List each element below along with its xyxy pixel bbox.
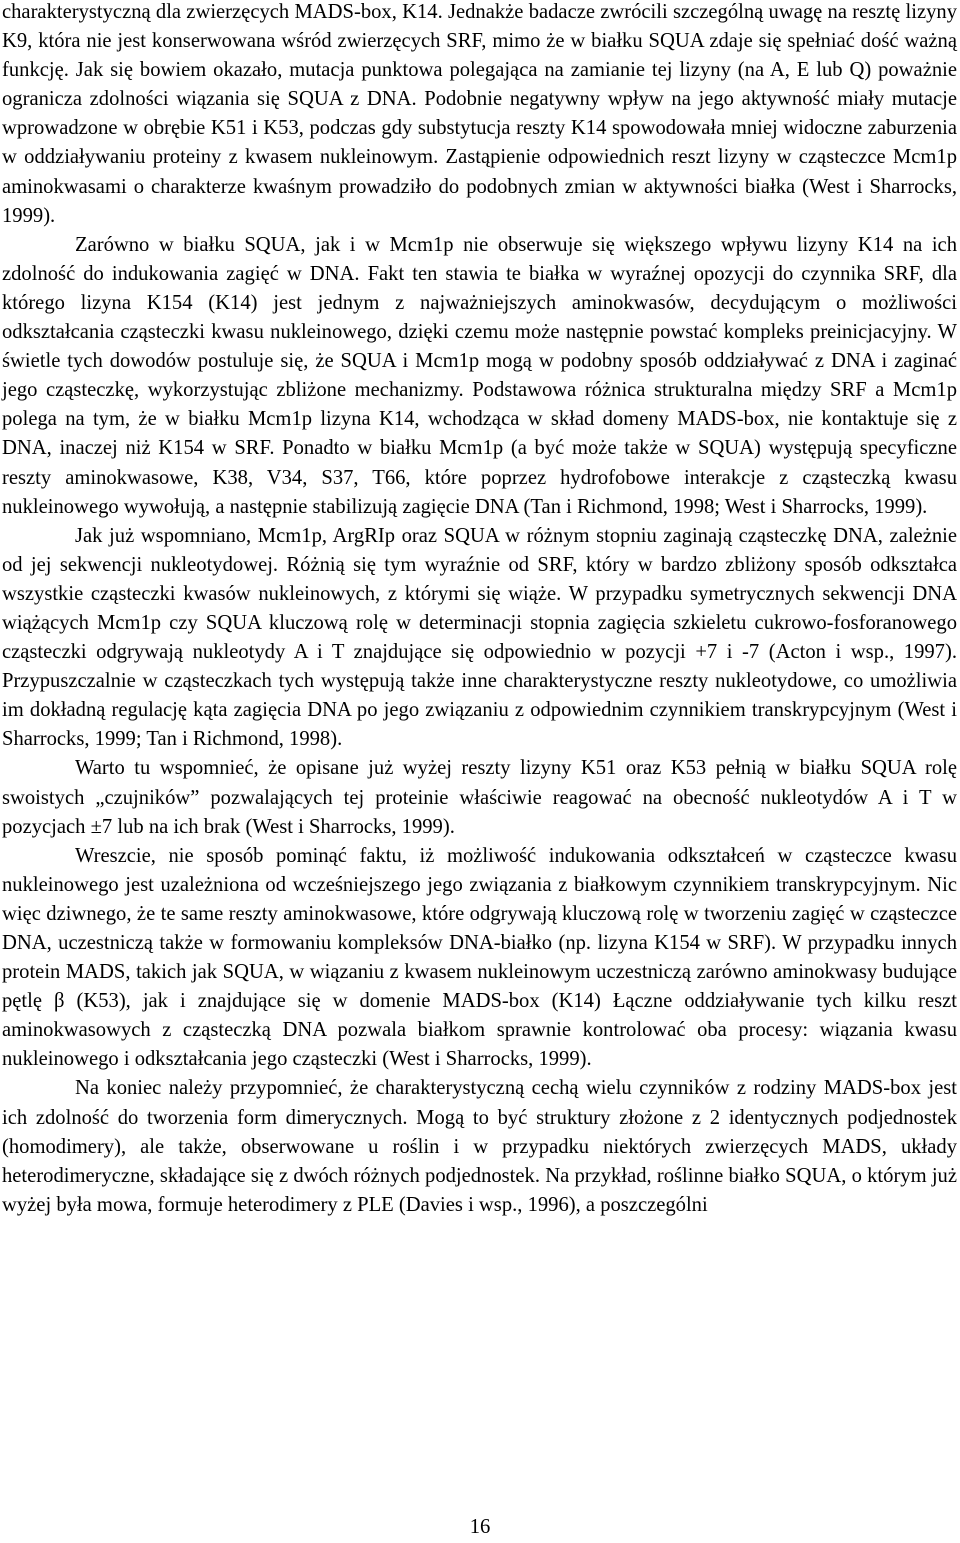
page-number: 16 [469, 1516, 491, 1538]
paragraph: Zarówno w białku SQUA, jak i w Mcm1p nie obserwuje się większego wpływu lizyny K14 na ich zdolność do indukowania zagięć w DNA. Fakt ten stawia te białka w wyraźnej opozycji do czynnika SRF, dla którego lizyna K154 (K14) jest jednym z najważniejszych aminokwasów, decydującym o możliwości odkształcania cząsteczki kwasu nukleinowego, dzięki czemu może następnie powstać kompleks preinicjacyjny. W świetle tych dowodów postuluje się, że SQUA i Mcm1p mogą w podobny sposób oddziaływać z DNA i zaginać jego cząsteczkę, wykorzystując zbliżone mechanizmy. Podstawowa różnica strukturalna między SRF a Mcm1p polega na tym, że w białku Mcm1p lizyna K14, wchodząca w skład domeny MADS-box, nie kontaktuje się z DNA, inaczej niż K154 w SRF. Ponadto w białku Mcm1p (a być może także w SQUA) występują specyficzne reszty aminokwasowe, K38, V34, S37, T66, które poprzez hydrofobowe interakcje z cząsteczką kwasu nukleinowego wywołują, a następnie stabilizują zagięcie DNA (Tan i Richmond, 1998; West i Sharrocks, 1999). [2, 233, 957, 518]
body-text [2, 0, 957, 1220]
paragraph: Na koniec należy przypomnieć, że charakterystyczną cechą wielu czynników z rodziny MADS-box jest ich zdolność do tworzenia form dimerycznych. Mogą to być struktury złożone z 2 identycznych podjednostek (homodimery), ale także, obserwowane u roślin i w przypadku niektórych zwierzęcych MADS, układy heterodimeryczne, składające się z dwóch różnych podjednostek. Na przykład, roślinne białko SQUA, o którym już wyżej była mowa, formuje heterodimery z PLE (Davies i wsp., 1996), a poszczególni [2, 1077, 957, 1216]
paragraph-continuation: charakterystyczną dla zwierzęcych MADS-box, K14. Jednakże badacze zwrócili szczególną uwagę na resztę lizyny K9, która nie jest konserwowana wśród zwierzęcych SRF, mimo że w białku SQUA zdaje się spełniać dość ważną funkcję. Jak się bowiem okazało, mutacja punktowa polegająca na zamianie tej lizyny (na A, E lub Q) poważnie ogranicza zdolności wiązania się SQUA z DNA. Podobnie negatywny wpływ na jego aktywność miały mutacje wprowadzone w obrębie K51 i K53, podczas gdy substytucja reszty K14 spowodowała mniej widoczne zaburzenia w oddziaływaniu proteiny z kwasem nukleinowym. Zastąpienie odpowiednich reszt lizyny w cząsteczce Mcm1p aminokwasami o charakterze kwaśnym prowadziło do podobnych zmian w aktywności białka (West i Sharrocks, 1999). [2, 1, 957, 227]
paragraph: Jak już wspomniano, Mcm1p, ArgRIp oraz SQUA w różnym stopniu zaginają cząsteczkę DNA, zależnie od jej sekwencji nukleotydowej. Różnią się tym wyraźnie od SRF, który w bardzo zbliżony sposób odkształca wszystkie cząsteczki kwasów nukleinowych, z którymi się wiąże. W przypadku symetrycznych sekwencji DNA wiążących Mcm1p czy SQUA kluczową rolę w determinacji stopnia zagięcia szkieletu cukrowo-fosforanowego cząsteczki odgrywają nukleotydy A i T znajdujące się odpowiednio w pozycji +7 i -7 (Acton i wsp., 1997). Przypuszczalnie w cząsteczkach tych występują także inne charakterystyczne reszty nukleotydowe, co umożliwia im dokładną regulację kąta zagięcia DNA po jego związaniu z odpowiednim czynnikiem transkrypcyjnym (West i Sharrocks, 1999; Tan i Richmond, 1998). [2, 524, 957, 751]
paragraph: Wreszcie, nie sposób pominąć faktu, iż możliwość indukowania odkształceń w cząsteczce kwasu nukleinowego jest uzależniona od wcześniejszego jego związania z białkowym czynnikiem transkrypcyjnym. Nic więc dziwnego, że te same reszty aminokwasowe, które odgrywają kluczową rolę w tworzeniu zagięć w cząsteczce DNA, uczestniczą także w formowaniu kompleksów DNA-białko (np. lizyna K154 w SRF). W przypadku innych protein MADS, takich jak SQUA, w wiązaniu z kwasem nukleinowym uczestniczą zarówno aminokwasy budujące pętlę β (K53), jak i znajdujące się w domenie MADS-box (K14) Łączne oddziaływanie tych kilku reszt aminokwasowych z cząsteczką DNA pozwala białkom sprawnie kontrolować oba procesy: wiązania kwasu nukleinowego i odkształcania jego cząsteczki (West i Sharrocks, 1999). [2, 844, 957, 1071]
paragraph: Warto tu wspomnieć, że opisane już wyżej reszty lizyny K51 oraz K53 pełnią w białku SQUA rolę swoistych „czujników” pozwalających tej proteinie właściwie reagować na obecność nukleotydów A i T w pozycjach ±7 lub na ich brak (West i Sharrocks, 1999). [2, 757, 957, 838]
